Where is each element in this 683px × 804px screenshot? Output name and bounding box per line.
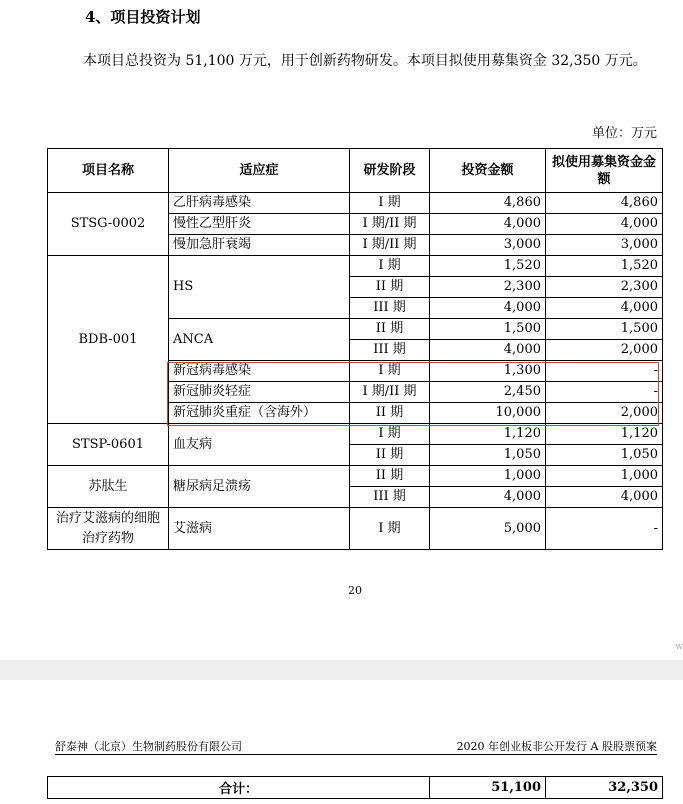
- header-invest: 投资金额: [430, 149, 546, 193]
- raised-cell: 2,300: [546, 277, 663, 298]
- investment-table: [47, 148, 663, 550]
- invest-cell: 1,000: [430, 466, 546, 487]
- invest-cell: 2,300: [430, 277, 546, 298]
- document-page-next: [0, 680, 683, 804]
- raised-cell: 1,520: [546, 256, 663, 277]
- raised-cell: 3,000: [546, 235, 663, 256]
- indication-cell: ANCA: [169, 319, 350, 361]
- header-indication: 适应症: [169, 149, 350, 193]
- raised-cell: 1,050: [546, 445, 663, 466]
- indication-cell: 新冠肺炎轻症: [169, 382, 350, 403]
- indication-cell: 慢加急肝衰竭: [169, 235, 350, 256]
- indication-cell: 血友病: [169, 424, 350, 466]
- stage-cell: II 期: [350, 319, 430, 340]
- footer-company: 舒泰神（北京）生物制药股份有限公司: [55, 740, 242, 753]
- total-row: [48, 777, 663, 799]
- table-row: [48, 256, 663, 277]
- invest-cell: 1,300: [430, 361, 546, 382]
- project-cell: STSP-0601: [48, 424, 169, 466]
- total-raised: 32,350: [546, 777, 663, 799]
- unit-label: 单位：万元: [591, 126, 657, 141]
- stage-cell: III 期: [350, 340, 430, 361]
- stage-cell: I 期/II 期: [350, 235, 430, 256]
- invest-cell: 4,860: [430, 193, 546, 214]
- total-table: [47, 776, 663, 799]
- invest-cell: 4,000: [430, 298, 546, 319]
- header-raised: 拟使用募集资金金额: [546, 149, 663, 193]
- raised-cell: 4,000: [546, 487, 663, 508]
- stage-cell: II 期: [350, 403, 430, 424]
- stage-cell: I 期: [350, 361, 430, 382]
- invest-cell: 4,000: [430, 340, 546, 361]
- raised-cell: 4,860: [546, 193, 663, 214]
- raised-cell: 1,000: [546, 466, 663, 487]
- indication-cell: 慢性乙型肝炎: [169, 214, 350, 235]
- table-header-row: [48, 149, 663, 193]
- page-gap: [0, 660, 683, 680]
- invest-cell: 4,000: [430, 487, 546, 508]
- project-cell: BDB-001: [48, 256, 169, 424]
- raised-cell: 2,000: [546, 403, 663, 424]
- stage-cell: I 期: [350, 508, 430, 550]
- raised-cell: 1,500: [546, 319, 663, 340]
- invest-cell: 1,520: [430, 256, 546, 277]
- project-cell: STSG-0002: [48, 193, 169, 256]
- total-label: 合计：: [48, 777, 430, 799]
- invest-cell: 4,000: [430, 214, 546, 235]
- raised-cell: -: [546, 361, 663, 382]
- table-row: [48, 466, 663, 487]
- indication-cell: 乙肝病毒感染: [169, 193, 350, 214]
- stage-cell: I 期: [350, 256, 430, 277]
- table-row: [48, 193, 663, 214]
- indication-cell: 艾滋病: [169, 508, 350, 550]
- invest-cell: 10,000: [430, 403, 546, 424]
- raised-cell: 2,000: [546, 340, 663, 361]
- stage-cell: II 期: [350, 277, 430, 298]
- edge-mark: w: [675, 642, 683, 652]
- invest-cell: 5,000: [430, 508, 546, 550]
- stage-cell: I 期: [350, 193, 430, 214]
- invest-cell: 3,000: [430, 235, 546, 256]
- header-stage: 研发阶段: [350, 149, 430, 193]
- invest-cell: 1,500: [430, 319, 546, 340]
- indication-cell: HS: [169, 256, 350, 319]
- page-number: 20: [348, 584, 362, 597]
- raised-cell: 4,000: [546, 214, 663, 235]
- indication-cell: 新冠肺炎重症（含海外）: [169, 403, 350, 424]
- section-heading: 4、项目投资计划: [85, 8, 201, 26]
- stage-cell: III 期: [350, 487, 430, 508]
- intro-text: 本项目总投资为 51,100 万元，用于创新药物研发。本项目拟使用募集资金 32,350 万元。: [83, 53, 647, 69]
- intro-paragraph: [55, 47, 665, 76]
- total-invest: 51,100: [430, 777, 546, 799]
- project-cell: 苏肽生: [48, 466, 169, 508]
- stage-cell: II 期: [350, 445, 430, 466]
- raised-cell: 1,120: [546, 424, 663, 445]
- header-project: 项目名称: [48, 149, 169, 193]
- stage-cell: I 期: [350, 424, 430, 445]
- footer-document-title: 2020 年创业板非公开发行 A 股股票预案: [456, 740, 657, 753]
- footer-divider: [55, 754, 657, 755]
- table-row: [48, 508, 663, 550]
- indication-cell: 糖尿病足溃疡: [169, 466, 350, 508]
- invest-cell: 2,450: [430, 382, 546, 403]
- project-cell: 治疗艾滋病的细胞治疗药物: [48, 508, 169, 550]
- stage-cell: I 期/II 期: [350, 382, 430, 403]
- raised-cell: 4,000: [546, 298, 663, 319]
- invest-cell: 1,050: [430, 445, 546, 466]
- invest-cell: 1,120: [430, 424, 546, 445]
- indication-cell: 新冠病毒感染: [169, 361, 350, 382]
- raised-cell: -: [546, 508, 663, 550]
- stage-cell: II 期: [350, 466, 430, 487]
- table-row: [48, 424, 663, 445]
- stage-cell: III 期: [350, 298, 430, 319]
- stage-cell: I 期/II 期: [350, 214, 430, 235]
- raised-cell: -: [546, 382, 663, 403]
